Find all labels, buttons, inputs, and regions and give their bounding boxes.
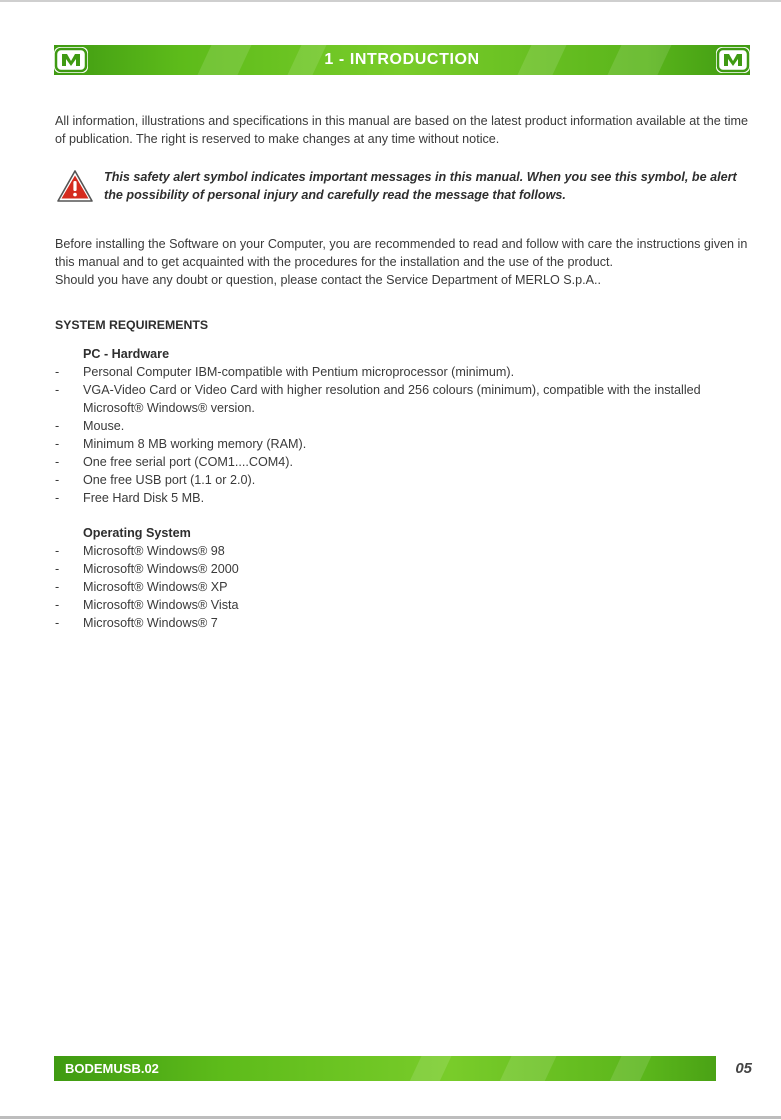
list-item-text: Minimum 8 MB working memory (RAM).: [83, 437, 307, 451]
list-item-text: One free USB port (1.1 or 2.0).: [83, 473, 256, 487]
contact-text: Should you have any doubt or question, please contact the Service Department of MERLO S.p.A..: [55, 273, 602, 287]
list-item: [55, 453, 751, 471]
bullet-dash: -: [55, 419, 60, 433]
bullet-dash: -: [55, 580, 60, 594]
list-item: [55, 489, 751, 507]
list-item: [55, 542, 751, 560]
list-item: [55, 417, 751, 435]
list-item: [55, 435, 751, 453]
chapter-title: 1 - INTRODUCTION: [324, 51, 480, 68]
section-heading: SYSTEM REQUIREMENTS: [55, 318, 209, 332]
bullet-dash: -: [55, 365, 60, 379]
hardware-list: [55, 363, 751, 507]
hardware-heading: PC - Hardware: [83, 347, 170, 361]
document-code: BODEMUSB.02: [65, 1061, 159, 1076]
os-list: [55, 542, 751, 632]
list-item-text: Microsoft® Windows® 7: [83, 616, 218, 630]
warning-text: This safety alert symbol indicates important messages in this manual. When you see this symbol, be alert the possibility of personal injury and carefully read the message that follows.: [104, 170, 737, 202]
warning-triangle-icon: [56, 169, 94, 208]
list-item: [55, 381, 751, 417]
page-content: [55, 112, 751, 632]
list-item-text: Microsoft® Windows® 98: [83, 544, 225, 558]
list-item-text: Microsoft® Windows® Vista: [83, 598, 239, 612]
bullet-dash: -: [55, 616, 60, 630]
list-item-text: Personal Computer IBM-compatible with Pentium microprocessor (minimum).: [83, 365, 515, 379]
bullet-dash: -: [55, 473, 60, 487]
banner-stripe: [495, 1056, 559, 1081]
bullet-dash: -: [55, 491, 60, 505]
bullet-dash: -: [55, 562, 60, 576]
merlo-logo-right: [716, 47, 750, 73]
footer-banner: [54, 1056, 716, 1081]
list-item: [55, 596, 751, 614]
intro-paragraph: All information, illustrations and specifications in this manual are based on the latest product information available at the time of publication. The right is reserved to make changes at any time without notice.: [55, 114, 749, 146]
list-item-text: Microsoft® Windows® 2000: [83, 562, 239, 576]
list-item-text: Free Hard Disk 5 MB.: [83, 491, 205, 505]
install-paragraph: [55, 235, 751, 289]
list-item: [55, 578, 751, 596]
page-number: 05: [735, 1060, 752, 1077]
bullet-dash: -: [55, 437, 60, 451]
header-banner: [54, 45, 750, 75]
list-item: [55, 560, 751, 578]
top-border: [0, 0, 781, 2]
bottom-border: [0, 1116, 781, 1119]
list-item-text: Microsoft® Windows® XP: [83, 580, 228, 594]
banner-stripe: [405, 1056, 454, 1081]
bullet-dash: -: [55, 598, 60, 612]
install-text: Before installing the Software on your Computer, you are recommended to read and follow with care the instructions given in this manual and to get acquainted with the procedures for the installation and the use of the product.: [55, 237, 748, 269]
list-item-text: One free serial port (COM1....COM4).: [83, 455, 293, 469]
os-heading: Operating System: [83, 526, 191, 540]
bullet-dash: -: [55, 383, 60, 397]
banner-stripe: [605, 1056, 654, 1081]
list-item: [55, 363, 751, 381]
list-item-text: VGA-Video Card or Video Card with higher resolution and 256 colours (minimum), compatible with the installed Microsoft® Windows® version.: [83, 383, 701, 415]
list-item-text: Mouse.: [83, 419, 125, 433]
list-item: [55, 471, 751, 489]
bullet-dash: -: [55, 455, 60, 469]
bullet-dash: -: [55, 544, 60, 558]
safety-warning: [55, 168, 751, 208]
list-item: [55, 614, 751, 632]
